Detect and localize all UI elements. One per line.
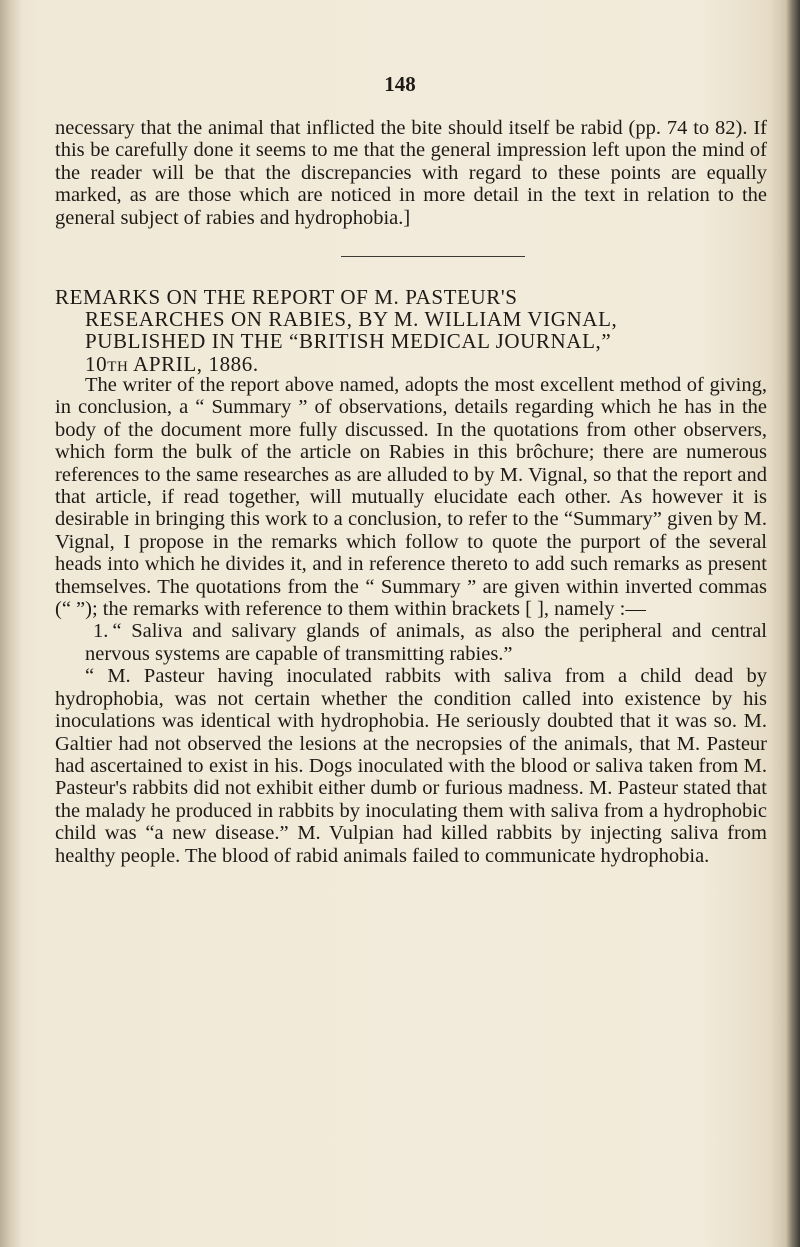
section-divider	[341, 256, 525, 257]
item-number: 1.	[93, 620, 109, 643]
heading-date-day: 10th	[85, 351, 129, 376]
item-text: “ Saliva and salivary glands of animals, as also the peripheral and central nervous systems are capable of transmitting rabies.”	[85, 620, 767, 665]
heading-line-4	[55, 353, 767, 375]
paragraph-pasteur-inoculation: “ M. Pasteur having inoculated rabbits with saliva from a child dead by hydrophobia, was not certain whether the condition called into existence by his inoculations was identical with hydrophobia. He seriously doubted that it was so. M. Galtier had not observed the lesions at the necropsies of the animals, that M. Pasteur had ascertained to exist in his. Dogs inoculated with the blood or saliva taken from M. Pasteur's rabbits did not exhibit either dumb or furious madness. M. Pasteur stated that the malady he produced in rabbits by inoculating them with saliva from a hydrophobic child was “a new disease.” M. Vulpian had killed rabbits by injecting saliva from healthy people. The blood of rabid animals failed to communicate hydrophobia.	[55, 665, 767, 867]
page-right-edge	[786, 0, 800, 1247]
numbered-item-1	[55, 620, 767, 665]
main-body	[55, 374, 767, 867]
section-heading	[55, 286, 767, 375]
heading-date-rest: APRIL, 1886.	[128, 351, 259, 376]
heading-line-1: REMARKS ON THE REPORT OF M. PASTEUR'S	[55, 285, 518, 309]
intro-text: necessary that the animal that inflicted the bite should itself be rabid (pp. 74 to 82). If this be carefully done it seems to me that the general impression left upon the mind of the reader will be that the discrepancies with regard to these points are equally marked, as are those which are noticed in more detail in the text in relation to the general subject of rabies and hydrophobia.]	[55, 117, 767, 229]
page-left-edge	[0, 0, 22, 1247]
paragraph-summary-intro: The writer of the report above named, adopts the most excellent method of giving, in conclusion, a “ Summary ” of observations, details regarding which he has in the body of the document more fully discussed. In the quotations from other observers, which form the bulk of the article on Rabies in this brôchure; there are numerous references to the same researches as are alluded to by M. Vignal, so that the report and that article, if read together, will mutually elucidate each other. As however it is desirable in bringing this work to a conclusion, to refer to the “Summary” given by M. Vignal, I propose in the remarks which follow to quote the purport of the several heads into which he divides it, and in reference thereto to add such remarks as present themselves. The quotations from the “ Summary ” are given within inverted commas (“ ”); the remarks with reference to them within brackets [ ], namely :—	[55, 374, 767, 621]
heading-line-3: PUBLISHED IN THE “BRITISH MEDICAL JOURNAL,”	[85, 329, 612, 354]
heading-line-2: RESEARCHES ON RABIES, BY M. WILLIAM VIGNAL,	[85, 307, 618, 332]
page-number: 148	[384, 72, 416, 96]
intro-paragraph	[55, 117, 767, 229]
